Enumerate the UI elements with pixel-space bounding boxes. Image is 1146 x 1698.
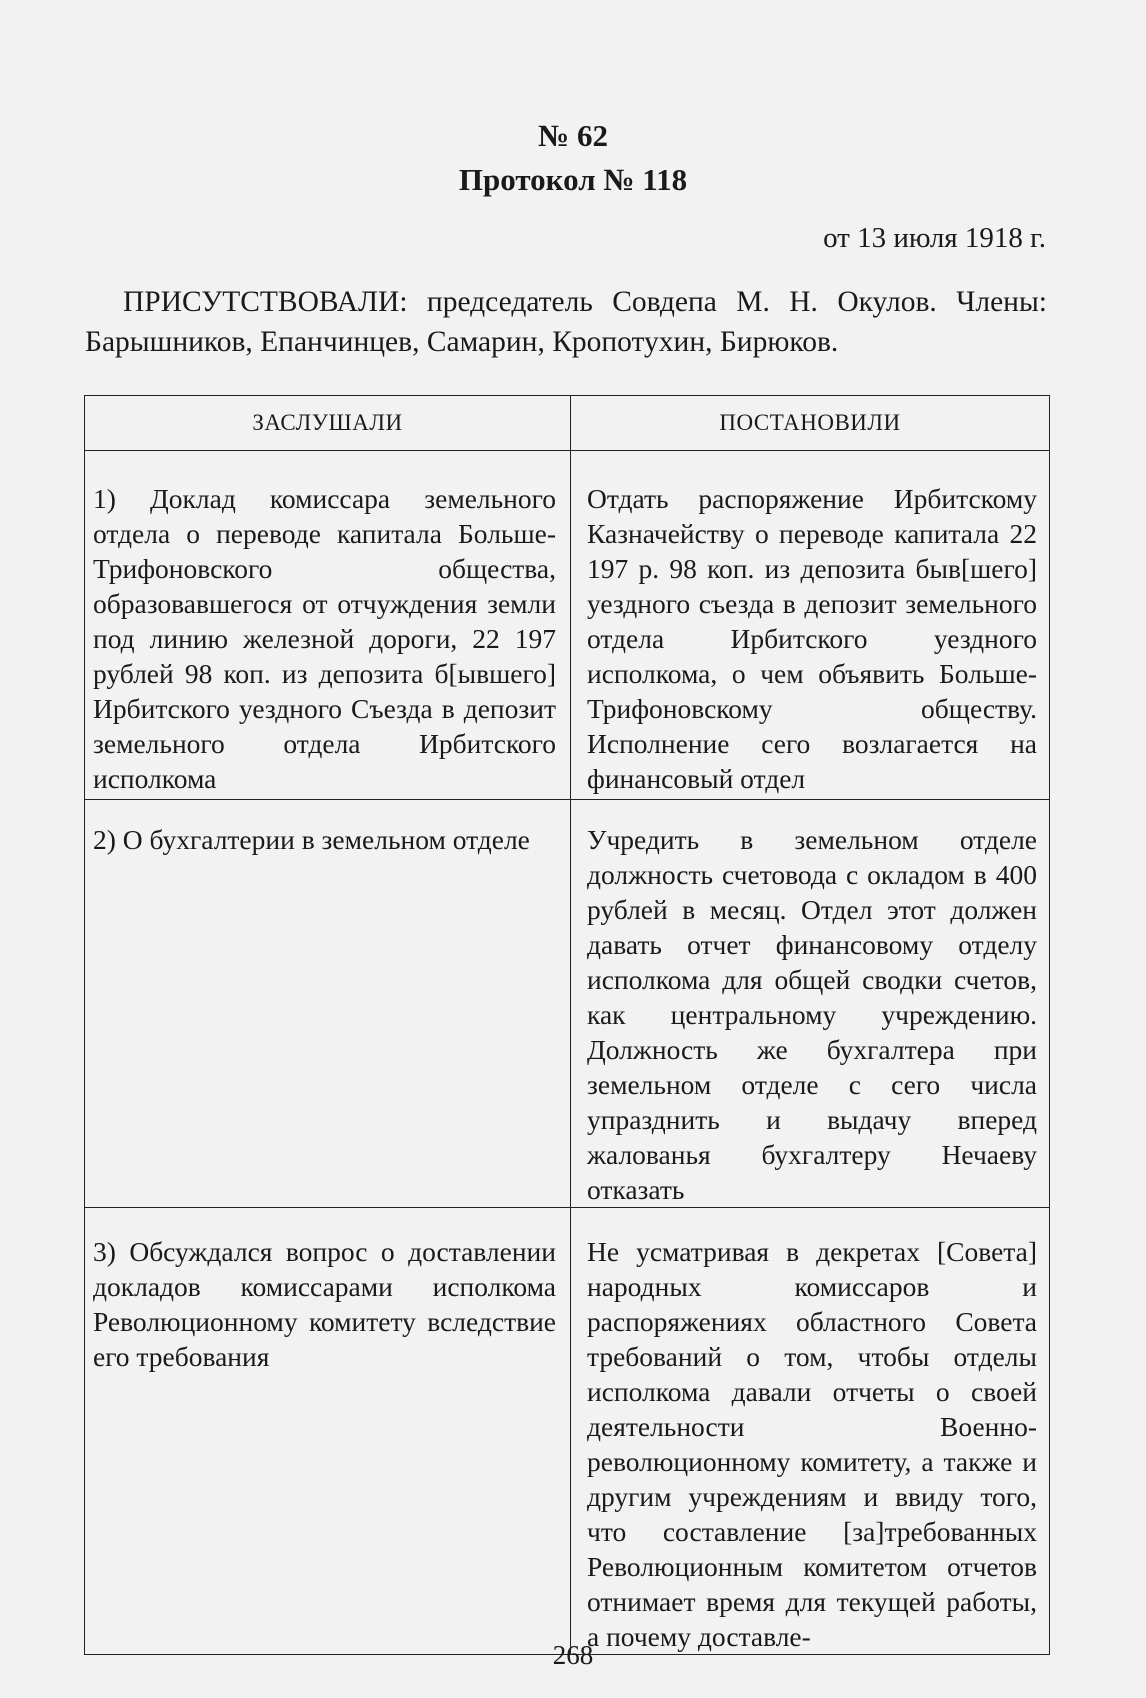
document-title: Протокол № 118	[458, 162, 688, 197]
protocol-table	[84, 395, 1050, 1655]
table-header-row	[85, 396, 1050, 451]
page-number: 268	[552, 1640, 594, 1670]
document-date: от 13 июля 1918 г.	[823, 222, 1046, 254]
heard-cell: 1) Доклад комиссара земельного отдела о переводе капитала Больше-Трифоновского общества, образовавшегося от отчуждения земли под линию железной дороги, 22 197 рублей 98 коп. из депозита б[ывшего] Ирбитского уездного Съезда в депозит земельного отдела Ирбитского исполкома	[85, 451, 571, 800]
resolved-cell: Не усматривая в декретах [Совета] народных комиссаров и распоряжениях областного Совета требований о том, чтобы отделы исполкома давали отчеты о своей деятельности Военно-революционному комитету, а также и другим учреждениям и ввиду того, что составление [за]требованных Революционным комитетом отчетов отнимает время для текущей работы, а почему доставле-	[571, 1208, 1050, 1655]
table-row	[85, 800, 1050, 1208]
heard-cell: 2) О бухгалтерии в земельном отделе	[85, 800, 571, 1208]
table-row	[85, 451, 1050, 800]
attendees-paragraph: ПРИСУТСТВОВАЛИ: председатель Совдепа М. Н. Окулов. Члены: Барышников, Епанчинцев, Самарин, Кропотухин, Бирюков.	[85, 286, 1047, 358]
header-resolved: ПОСТАНОВИЛИ	[571, 396, 1050, 451]
header-heard: ЗАСЛУШАЛИ	[85, 396, 571, 451]
resolved-cell: Учредить в земельном отделе должность счетовода с окладом в 400 рублей в месяц. Отдел этот должен давать отчет финансовому отделу исполкома для общей сводки счетов, как центральному учреждению. Должность же бухгалтера при земельном отделе с сего числа упразднить и выдачу вперед жалованья бухгалтеру Нечаеву отказать	[571, 800, 1050, 1208]
resolved-cell: Отдать распоряжение Ирбитскому Казначейству о переводе капитала 22 197 р. 98 коп. из депозита быв[шего] уездного съезда в депозит земельного отдела Ирбитского уездного исполкома, о чем объявить Больше-Трифоновскому обществу. Исполнение сего возлагается на финансовый отдел	[571, 451, 1050, 800]
document-number: № 62	[538, 118, 608, 153]
heard-cell: 3) Обсуждался вопрос о доставлении докладов комиссарами исполкома Революционному комитету вследствие его требования	[85, 1208, 571, 1655]
table-row	[85, 1208, 1050, 1655]
